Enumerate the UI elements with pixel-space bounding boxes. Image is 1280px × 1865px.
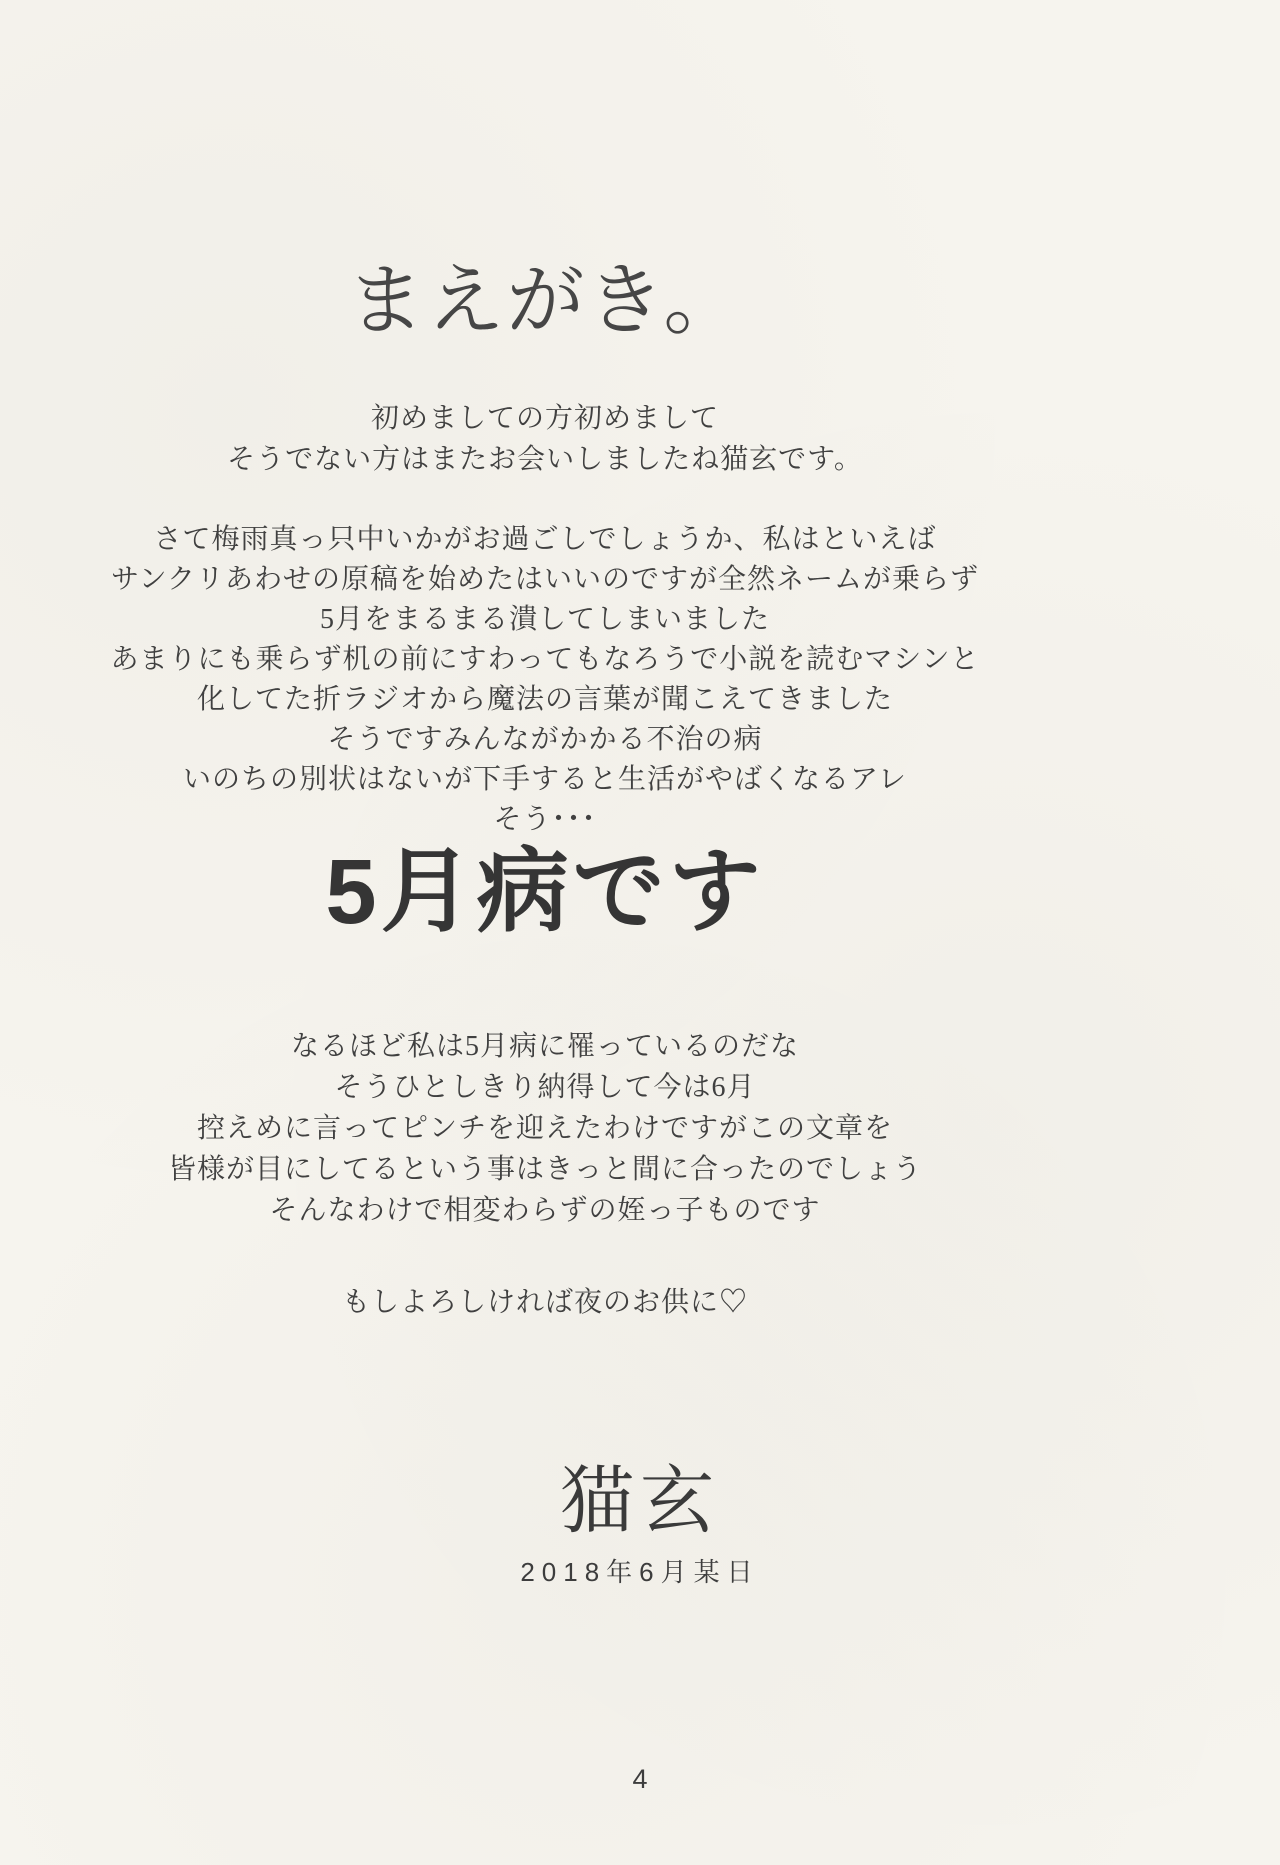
intro-line: そうでない方はまたお会いしましたね猫玄です。 bbox=[227, 444, 863, 475]
author-signature: 猫玄 bbox=[560, 1459, 720, 1542]
page-number: 4 bbox=[632, 1764, 648, 1794]
body-paragraph bbox=[0, 520, 1090, 840]
conclusion-paragraph bbox=[0, 1026, 1090, 1231]
conclusion-line: 控えめに言ってピンチを迎えたわけですがこの文章を bbox=[196, 1113, 893, 1144]
conclusion-line: 皆様が目にしてるという事はきっと間に合ったのでしょう bbox=[167, 1154, 922, 1185]
body-line: あまりにも乗らず机の前にすわってもなろうで小説を読むマシンと bbox=[110, 644, 980, 675]
may-sickness-heading: 5月病です bbox=[325, 841, 765, 943]
body-line: 化してた折ラジオから魔法の言葉が聞こえてきました bbox=[196, 684, 893, 715]
body-line: そうですみんながかかる不治の病 bbox=[327, 724, 763, 755]
body-line: 5月をまるまる潰してしまいました bbox=[319, 604, 770, 635]
conclusion-line: そんなわけで相変わらずの姪っ子ものです bbox=[269, 1195, 821, 1226]
body-line: いのちの別状はないが下手すると生活がやばくなるアレ bbox=[183, 764, 907, 795]
intro-line: 初めましての方初めまして bbox=[370, 403, 719, 434]
body-line: さて梅雨真っ只中いかがお過ごしでしょうか、私はといえば bbox=[153, 524, 937, 555]
closing-line: もしよろしければ夜のお供に♡ bbox=[341, 1287, 748, 1318]
conclusion-line: なるほど私は5月病に罹っているのだな bbox=[290, 1031, 799, 1062]
page-title: まえがき。 bbox=[346, 257, 744, 345]
date-line: 2018年6月某日 bbox=[520, 1557, 760, 1587]
body-line: サンクリあわせの原稿を始めたはいいのですが全然ネームが乗らず bbox=[110, 564, 980, 595]
body-line: そう･･･ bbox=[493, 804, 597, 835]
intro-paragraph bbox=[0, 398, 1090, 480]
conclusion-line: そうひとしきり納得して今は6月 bbox=[334, 1072, 756, 1103]
